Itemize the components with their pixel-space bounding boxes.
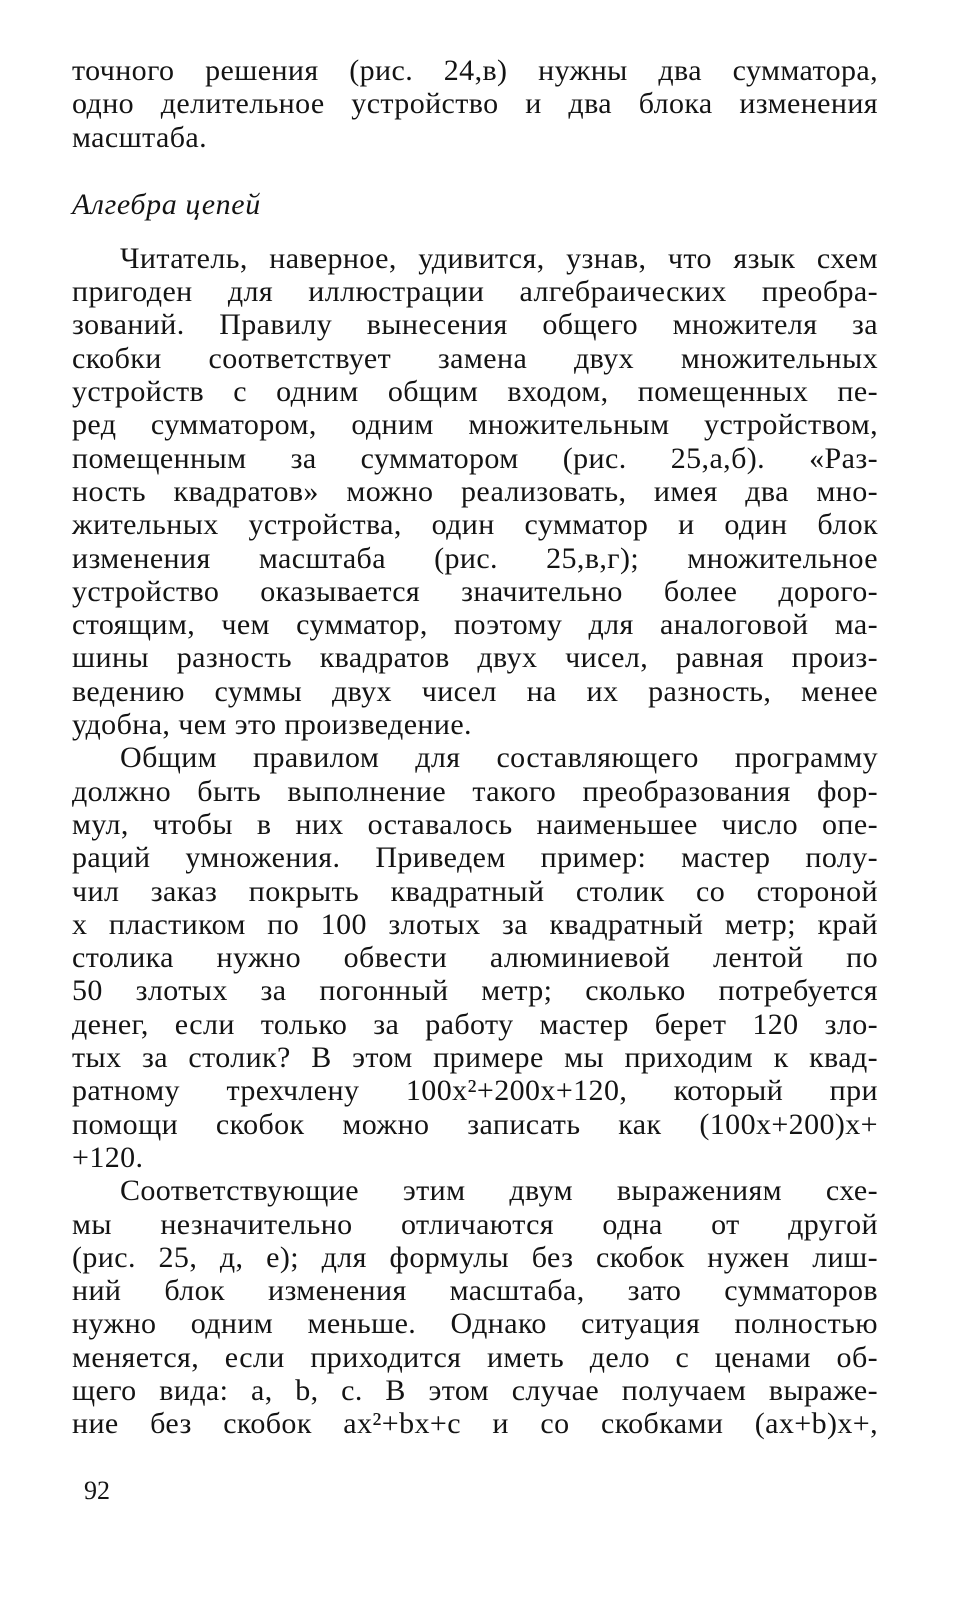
text-line: изменения масштаба (рис. 25,в,г); множительное — [72, 541, 878, 575]
text-line: мул, чтобы в них оставалось наименьшее число опе- — [72, 807, 878, 841]
text-line: ние без скобок ax²+bx+c и со скобками (ax+b)x+, — [72, 1407, 878, 1441]
text-line: тых за столик? В этом примере мы приходим к квад- — [72, 1041, 878, 1075]
text-line: шины разность квадратов двух чисел, равная произ- — [72, 641, 878, 675]
text-line: ратному трехчлену 100x²+200x+120, который при — [72, 1074, 878, 1108]
text-line: ред сумматором, одним множительным устройством, — [72, 408, 878, 442]
text-line: нужно одним меньше. Однако ситуация полностью — [72, 1307, 878, 1341]
text-line: раций умножения. Приведем пример: мастер полу- — [72, 841, 878, 875]
text-line: чил заказ покрыть квадратный столик со стороной — [72, 874, 878, 908]
text-line: +120. — [72, 1140, 144, 1174]
text-line: скобки соответствует замена двух множительных — [72, 341, 878, 375]
page-number: 92 — [84, 1476, 110, 1505]
text-line: стоящим, чем сумматор, поэтому для аналоговой ма- — [72, 608, 878, 642]
text-line: щего вида: a, b, c. В этом случае получаем выраже- — [72, 1373, 878, 1407]
section-heading: Алгебра цепей — [72, 187, 261, 221]
text-line: должно быть выполнение такого преобразования фор- — [72, 774, 878, 808]
text-line: (рис. 25, д, е); для формулы без скобок нужен лиш- — [72, 1240, 878, 1274]
text-line: устройство оказывается значительно более дорого- — [72, 574, 878, 608]
text-line: ний блок изменения масштаба, зато сумматоров — [72, 1274, 878, 1308]
paragraph-1 — [72, 242, 878, 741]
text-line: Общим правилом для составляющего программу — [120, 741, 878, 775]
text-line: устройств с одним общим входом, помещенных пе- — [72, 375, 878, 409]
text-line: Читатель, наверное, удивится, узнав, что язык схем — [120, 241, 878, 275]
text-line: Соответствующие этим двум выражениям схе- — [120, 1174, 878, 1208]
text-line: зований. Правилу вынесения общего множителя за — [72, 308, 878, 342]
text-line: 50 злотых за погонный метр; сколько потребуется — [72, 974, 878, 1008]
page-body — [72, 54, 878, 1441]
text-line: помощи скобок можно записать как (100x+200)x+ — [72, 1107, 878, 1141]
text-line: ность квадратов» можно реализовать, имея два мно- — [72, 474, 878, 508]
text-line: столика нужно обвести алюминиевой лентой по — [72, 941, 878, 975]
text-line: точного решения (рис. 24,в) нужны два сумматора, — [72, 54, 878, 87]
text-line: ведению суммы двух чисел на их разность, менее — [72, 674, 878, 708]
paragraph-2 — [72, 741, 878, 1174]
text-line: помещенным за сумматором (рис. 25,а,б). «Раз- — [72, 441, 878, 475]
text-line: пригоден для иллюстрации алгебраических преобра- — [72, 275, 878, 309]
text-line: масштаба. — [72, 120, 207, 154]
text-line: денег, если только за работу мастер берет 120 зло- — [72, 1007, 878, 1041]
text-line: меняется, если приходится иметь дело с ценами об- — [72, 1340, 878, 1374]
text-line: x пластиком по 100 злотых за квадратный метр; край — [72, 907, 878, 941]
text-line: мы незначительно отличаются одна от другой — [72, 1207, 878, 1241]
text-line: жительных устройства, один сумматор и один блок — [72, 508, 878, 542]
paragraph-3 — [72, 1174, 878, 1440]
text-line: одно делительное устройство и два блока изменения — [72, 87, 878, 121]
intro-paragraph — [72, 54, 878, 154]
text-line: удобна, чем это произведение. — [72, 708, 472, 742]
